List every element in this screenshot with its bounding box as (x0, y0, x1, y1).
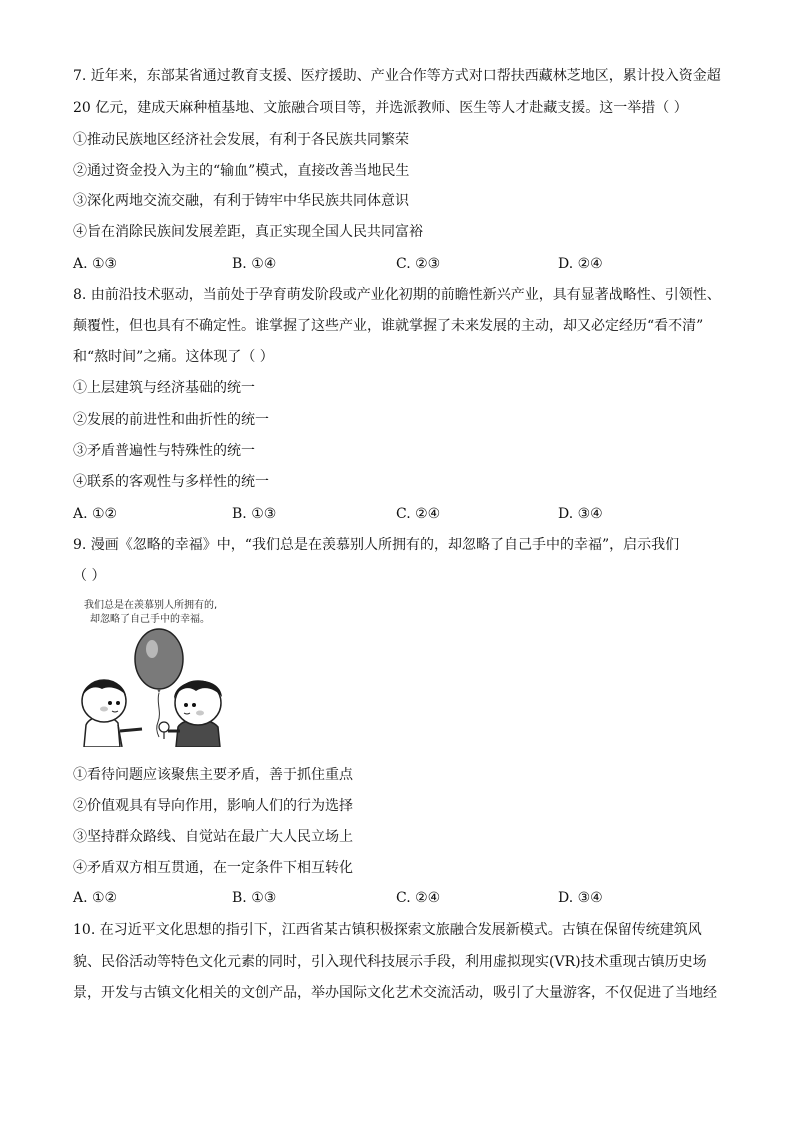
q7-option-b: B. ①④ (232, 256, 277, 272)
comic-caption-line1: 我们总是在羡慕别人所拥有的, (84, 600, 218, 611)
q7-option-c: C. ②③ (396, 256, 441, 272)
q10-stem-line2: 貌、民俗活动等特色文化元素的同时，引入现代科技展示手段，利用虚拟现实(VR)技术重现古镇历史场 (73, 954, 707, 970)
q9-item-1: ①看待问题应该聚焦主要矛盾，善于抓住重点 (73, 767, 353, 783)
q8-option-b: B. ①③ (232, 506, 277, 522)
q10-stem-line3: 景，开发与古镇文化相关的文创产品，举办国际文化艺术交流活动，吸引了大量游客，不仅促进了当地经 (73, 985, 717, 1001)
q8-item-1: ①上层建筑与经济基础的统一 (73, 380, 255, 396)
q9-option-a: A. ①② (73, 890, 118, 906)
q8-stem-line1: 8. 由前沿技术驱动，当前处于孕育萌发阶段或产业化初期的前瞻性新兴产业，具有显著战略性、引领性、 (73, 287, 721, 303)
q9-item-3: ③坚持群众路线、自觉站在最广大人民立场上 (73, 829, 353, 845)
q8-option-d: D. ③④ (558, 506, 603, 522)
q9-stem-line1: 9. 漫画《忽略的幸福》中，“我们总是在羡慕别人所拥有的，却忽略了自己手中的幸福”，启示我们 (73, 537, 680, 553)
q9-option-c: C. ②④ (396, 890, 441, 906)
q10-stem-line1: 10. 在习近平文化思想的指引下，江西省某古镇积极探索文旅融合发展新模式。古镇在保留传统建筑风 (73, 922, 702, 938)
comic-caption-line2: 却忽略了自己手中的幸福。 (90, 614, 210, 625)
comic-image (80, 597, 240, 747)
q8-item-4: ④联系的客观性与多样性的统一 (73, 474, 269, 490)
q8-item-2: ②发展的前进性和曲折性的统一 (73, 412, 269, 428)
q8-option-a: A. ①② (73, 506, 118, 522)
q7-option-d: D. ②④ (558, 256, 603, 272)
q8-item-3: ③矛盾普遍性与特殊性的统一 (73, 443, 255, 459)
q9-item-4: ④矛盾双方相互贯通，在一定条件下相互转化 (73, 860, 353, 876)
q7-option-a: A. ①③ (73, 256, 118, 272)
q7-item-4: ④旨在消除民族间发展差距，真正实现全国人民共同富裕 (73, 224, 423, 240)
q7-item-2: ②通过资金投入为主的“输血”模式，直接改善当地民生 (73, 163, 410, 179)
q7-stem-line2: 20 亿元，建成天麻种植基地、文旅融合项目等，并选派教师、医生等人才赴藏支援。这一举措（ ） (73, 100, 688, 116)
right-child-figure (159, 681, 222, 747)
q8-stem-line3: 和“熬时间”之痛。这体现了（ ） (73, 349, 274, 365)
q9-stem-line2: （ ） (73, 568, 106, 584)
q8-option-c: C. ②④ (396, 506, 441, 522)
q7-item-3: ③深化两地交流交融，有利于铸牢中华民族共同体意识 (73, 193, 409, 209)
q7-item-1: ①推动民族地区经济社会发展，有利于各民族共同繁荣 (73, 132, 409, 148)
q9-option-d: D. ③④ (558, 890, 603, 906)
q7-stem-line1: 7. 近年来，东部某省通过教育支援、医疗援助、产业合作等方式对口帮扶西藏林芝地区，累计投入资金超 (73, 68, 721, 84)
left-child-figure (82, 680, 142, 747)
balloon-icon (135, 629, 183, 737)
q9-option-b: B. ①③ (232, 890, 277, 906)
q8-stem-line2: 颠覆性，但也具有不确定性。谁掌握了这些产业，谁就掌握了未来发展的主动，却又必定经历“看不清” (73, 318, 704, 334)
q9-item-2: ②价值观具有导向作用，影响人们的行为选择 (73, 798, 353, 814)
comic-drawing (80, 597, 240, 747)
